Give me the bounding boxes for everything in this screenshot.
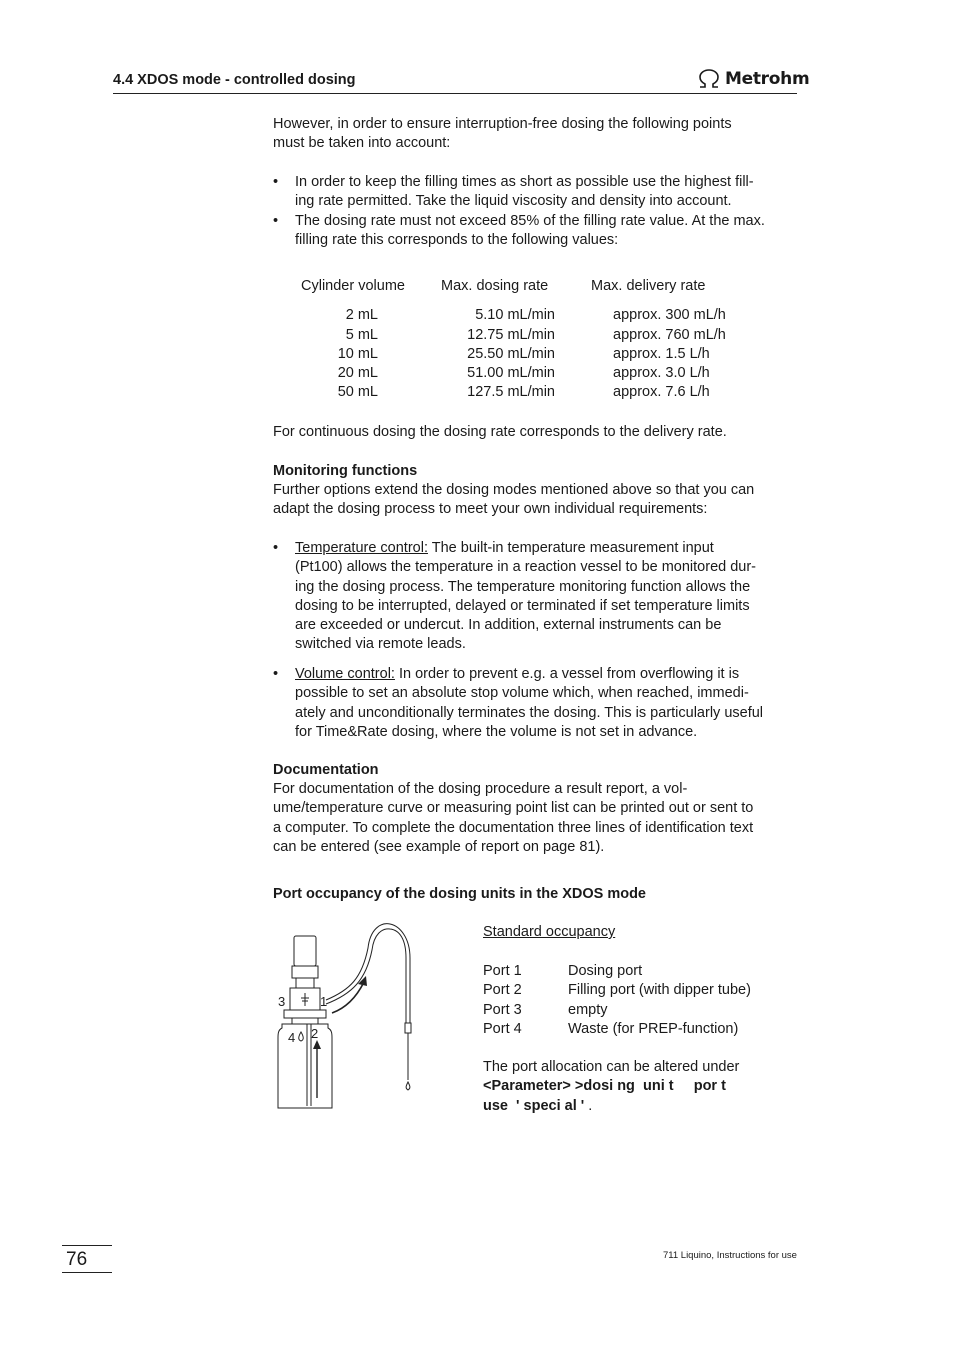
temp-line: The built-in temperature measurement input — [427, 540, 714, 556]
intro-line: must be taken into account: — [273, 135, 451, 152]
port-name: Port 3 — [483, 1001, 522, 1018]
delivery-tube-shape — [326, 924, 410, 1023]
vol-line: In order to prevent e.g. a vessel from overflowing it is — [394, 666, 740, 682]
table-row — [295, 345, 726, 364]
cylinder-top-shape — [294, 936, 316, 966]
port-function: empty — [568, 1001, 608, 1018]
parameter-path-end: . — [588, 1098, 593, 1114]
alter-note: The port allocation can be altered under — [483, 1059, 740, 1075]
table-row — [295, 306, 726, 325]
temp-line: (Pt100) allows the temperature in a reaction vessel to be monitored dur- — [295, 559, 757, 576]
temperature-control-label: Temperature control: — [295, 540, 428, 556]
standard-occupancy-heading: Standard occupancy — [483, 924, 616, 940]
bullet-icon: • — [273, 213, 279, 229]
waste-drop-icon — [299, 1032, 304, 1041]
point-item — [295, 173, 798, 212]
monitoring-intro-line: Further options extend the dosing modes mentioned above so that you can — [273, 482, 755, 498]
doc-line: a computer. To complete the documentation three lines of identification text — [273, 819, 754, 836]
monitoring-intro-line: adapt the dosing process to meet your own individual requirements: — [273, 501, 708, 518]
col-header: Max. delivery rate — [591, 278, 706, 294]
port-function: Dosing port — [568, 963, 643, 979]
point-line: In order to keep the filling times as short as possible use the highest fill- — [295, 174, 754, 190]
port-name: Port 1 — [483, 963, 522, 979]
adapter-shape — [284, 1010, 326, 1018]
temp-line: dosing to be interrupted, delayed or terminated if set temperature limits — [295, 597, 750, 614]
drop-icon — [406, 1082, 410, 1090]
section-title: 4.4 XDOS mode - controlled dosing — [113, 72, 356, 88]
temp-line: ing the dosing process. The temperature monitoring function allows the — [295, 578, 751, 595]
cell-dosing-rate: 5.10 mL/min — [475, 307, 555, 324]
cell-volume: 10 mL — [337, 345, 378, 362]
document-title: 711 Liquino, Instructions for use — [663, 1250, 797, 1261]
doc-line: For documentation of the dosing procedure a result report, a vol- — [273, 781, 688, 797]
port-1-label: 1 — [320, 994, 328, 1009]
cell-delivery-rate: approx. 1.5 L/h — [613, 345, 710, 362]
point-line: The dosing rate must not exceed 85% of the filling rate value. At the max. — [295, 213, 765, 229]
port-table — [483, 962, 751, 1039]
point-line: ing rate permitted. Take the liquid viscosity and density into account. — [295, 193, 732, 210]
monitoring-intro — [273, 481, 799, 520]
col-header: Cylinder volume — [301, 278, 405, 294]
cell-volume: 5 mL — [345, 326, 378, 343]
cell-dosing-rate: 51.00 mL/min — [467, 365, 555, 382]
parameter-path-value: use ' speci al ' — [483, 1098, 585, 1114]
table-row — [483, 1001, 751, 1020]
cell-delivery-rate: approx. 7.6 L/h — [613, 384, 710, 401]
omega-logo-icon — [697, 69, 721, 89]
header-rule — [113, 93, 797, 94]
page-number: 76 — [66, 1249, 88, 1270]
cell-volume: 20 mL — [337, 365, 378, 382]
cell-dosing-rate: 25.50 mL/min — [467, 345, 555, 362]
parameter-path: <Parameter> >dosi ng uni t por t — [483, 1078, 726, 1094]
table-row — [483, 981, 751, 1000]
footer-rule-top — [62, 1245, 112, 1246]
vol-line: for Time&Rate dosing, where the volume is not set in advance. — [295, 723, 698, 740]
col-header: Max. dosing rate — [441, 278, 549, 294]
volume-control-item — [295, 665, 798, 742]
cell-volume: 2 mL — [345, 307, 378, 324]
adapter-ring-shape — [292, 1018, 318, 1024]
temperature-control-item — [295, 539, 798, 655]
cell-delivery-rate: approx. 3.0 L/h — [613, 365, 710, 382]
cylinder-collar-shape — [292, 966, 318, 978]
cell-volume: 50 mL — [337, 384, 378, 401]
table-row — [483, 962, 751, 981]
port-function: Waste (for PREP-function) — [568, 1020, 739, 1037]
cell-dosing-rate: 12.75 mL/min — [467, 326, 555, 343]
continuous-note: For continuous dosing the dosing rate corresponds to the delivery rate. — [273, 424, 727, 440]
cell-dosing-rate: 127.5 mL/min — [467, 384, 555, 401]
vol-line: ately and unconditionally terminates the dosing. This is particularly useful — [295, 704, 764, 721]
port-2-label: 2 — [311, 1026, 319, 1041]
port-function: Filling port (with dipper tube) — [568, 982, 751, 999]
dosing-unit-diagram — [270, 918, 430, 1118]
port-name: Port 2 — [483, 982, 522, 999]
parameter-path-2 — [483, 1097, 592, 1116]
point-line: filling rate this corresponds to the following values: — [295, 232, 619, 249]
reagent-bottle-shape — [278, 1024, 332, 1108]
monitoring-heading: Monitoring functions — [273, 463, 418, 479]
up-arrow-icon — [313, 1040, 321, 1049]
documentation-heading: Documentation — [273, 762, 379, 778]
table-row — [295, 326, 726, 345]
cell-delivery-rate: approx. 300 mL/h — [613, 307, 726, 324]
bullet-icon: • — [273, 540, 279, 556]
rate-table — [295, 277, 726, 403]
ports-heading: Port occupancy of the dosing units in the XDOS mode — [273, 886, 646, 902]
intro-paragraph — [273, 115, 799, 154]
table-row — [295, 364, 726, 383]
bullet-icon: • — [273, 666, 279, 682]
intro-line: However, in order to ensure interruption-free dosing the following points — [273, 116, 732, 132]
volume-control-label: Volume control: — [295, 666, 395, 682]
doc-line: ume/temperature curve or measuring point list can be printed out or sent to — [273, 800, 754, 817]
port-4-label: 4 — [288, 1030, 296, 1045]
doc-line: can be entered (see example of report on page 81). — [273, 838, 605, 855]
temp-line: switched via remote leads. — [295, 636, 466, 653]
tube-connector-shape — [405, 1023, 411, 1033]
brand-logo — [697, 68, 809, 90]
port-name: Port 4 — [483, 1020, 522, 1037]
footer-rule-bottom — [62, 1272, 112, 1273]
documentation-paragraph — [273, 780, 799, 857]
table-row — [295, 383, 726, 402]
logo-text: Metrohm — [725, 69, 810, 89]
port-3-label: 3 — [278, 994, 286, 1009]
table-header-row — [295, 277, 726, 296]
bullet-icon: • — [273, 174, 279, 190]
cylinder-neck-shape — [296, 978, 314, 988]
temp-line: are exceeded or undercut. In addition, external instruments can be — [295, 617, 722, 634]
cell-delivery-rate: approx. 760 mL/h — [613, 326, 726, 343]
point-item — [295, 212, 798, 251]
vol-line: possible to set an absolute stop volume which, when reached, immedi- — [295, 685, 749, 702]
table-row — [483, 1020, 751, 1039]
